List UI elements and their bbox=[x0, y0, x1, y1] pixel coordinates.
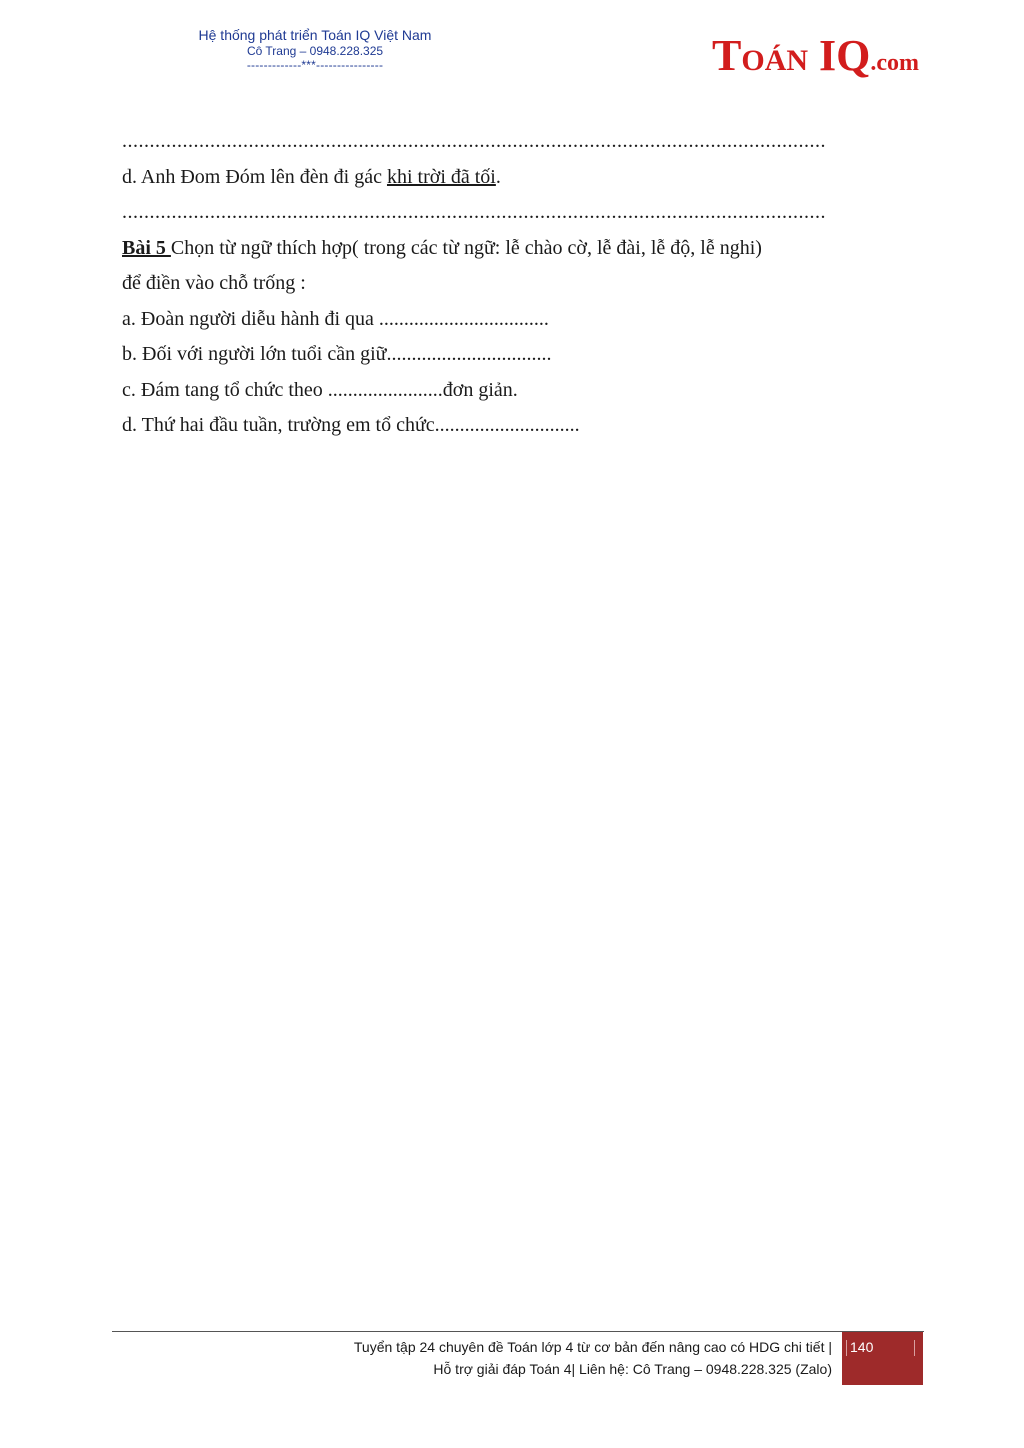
page-number-box bbox=[842, 1332, 923, 1385]
page-header bbox=[180, 27, 450, 72]
exercise-5-instruction: Chọn từ ngữ thích hợp( trong các từ ngữ: lễ chào cờ, lễ đài, lễ độ, lễ nghi) bbox=[170, 236, 762, 259]
exercise-item-d: d. Anh Đom Đóm lên đèn đi gác khi trời đã tối. bbox=[122, 165, 501, 188]
page-number: 140 bbox=[850, 1339, 874, 1355]
header-org-name: Hệ thống phát triển Toán IQ Việt Nam bbox=[198, 27, 432, 43]
footer-contact: Hỗ trợ giải đáp Toán 4| Liên hệ: Cô Trang – 0948.228.325 (Zalo) bbox=[433, 1361, 832, 1377]
exercise-5-item-b: b. Đối với người lớn tuổi cần giữ................................. bbox=[122, 343, 552, 365]
document-body bbox=[122, 124, 912, 444]
header-divider: -------------***---------------- bbox=[246, 58, 384, 72]
footer-title: Tuyển tập 24 chuyên đề Toán lớp 4 từ cơ bản đến nâng cao có HDG chi tiết | bbox=[353, 1339, 832, 1355]
answer-dotted-line: ................................................................................................................................ bbox=[122, 130, 826, 152]
answer-dotted-line: ................................................................................................................................ bbox=[122, 201, 826, 223]
exercise-5-item-c: c. Đám tang tổ chức theo .......................đơn giản. bbox=[122, 378, 518, 401]
exercise-5-item-a: a. Đoàn người diễu hành đi qua .................................. bbox=[122, 307, 549, 330]
toaniq-logo: TOÁN IQ.com bbox=[712, 31, 920, 80]
underlined-phrase: khi trời đã tối bbox=[386, 165, 496, 188]
exercise-5-heading bbox=[122, 231, 912, 267]
exercise-5-item-d: d. Thứ hai đầu tuần, trường em tổ chức............................. bbox=[122, 414, 580, 436]
exercise-5-instruction-cont: để điền vào chỗ trống : bbox=[122, 272, 306, 294]
footer-divider bbox=[112, 1331, 924, 1332]
header-contact: Cô Trang – 0948.228.325 bbox=[246, 44, 384, 58]
exercise-5-label: Bài 5 bbox=[122, 236, 171, 259]
page-footer bbox=[200, 1336, 832, 1380]
